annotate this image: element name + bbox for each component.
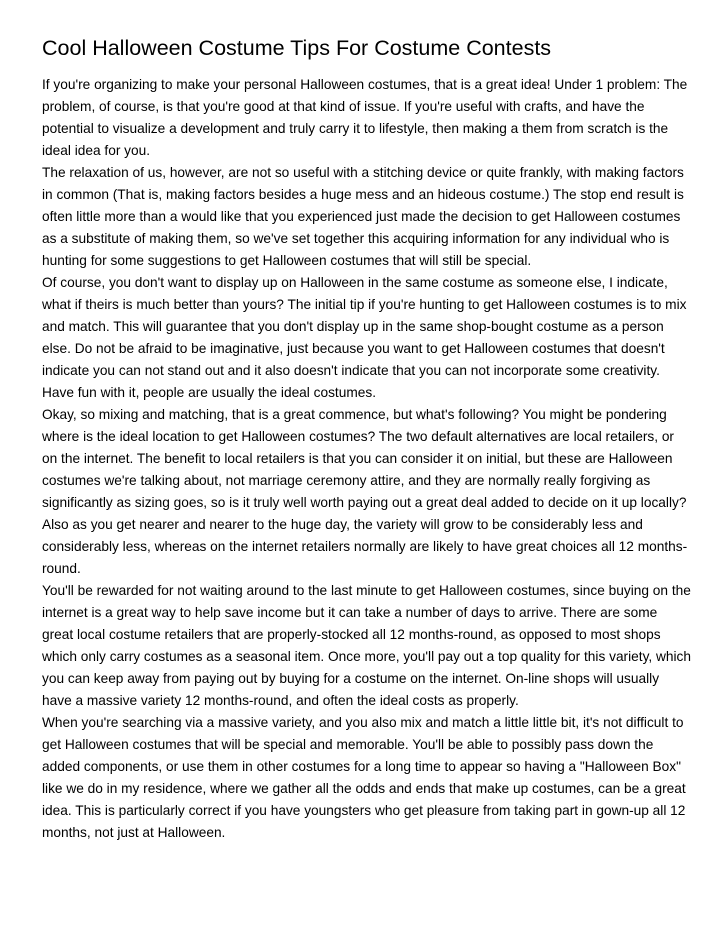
- paragraph-3: Of course, you don't want to display up on Halloween in the same costume as someone else, I indicate, what if theirs is much better than yours? The initial tip if you're hunting to get Halloween costumes is to mix and match. This will guarantee that you don't display up in the same shop-bought costume as a person else. Do not be afraid to be imaginative, just because you want to get Halloween costumes that doesn't indicate you can not stand out and it also doesn't indicate that you can not incorporate some creativity. Have fun with it, people are usually the ideal costumes.: [42, 274, 687, 400]
- paragraph-2: The relaxation of us, however, are not so useful with a stitching device or quite frankly, with making factors in common (That is, making factors besides a huge mess and an hideous costume.) The stop end result is often little more than a would like that you experienced just made the decision to get Halloween costumes as a substitute of making them, so we've set together this acquiring information for any individual who is hunting for some suggestions to get Halloween costumes that will still be special.: [42, 164, 684, 268]
- document-title: Cool Halloween Costume Tips For Costume Contests: [42, 36, 552, 60]
- paragraph-4: Okay, so mixing and matching, that is a great commence, but what's following? You might be pondering where is the ideal location to get Halloween costumes? The two default alternatives are local retailers, or on the internet. The benefit to local retailers is that you can consider it on initial, but these are Halloween costumes we're talking about, not marriage ceremony attire, and they are normally really forgiving as significantly as sizing goes, so is it truly well worth paying out a great deal added to decide on it up locally? Also as you get nearer and nearer to the huge day, the variety will grow to be considerably less and considerably less, whereas on the internet retailers normally are likely to have great choices all 12 months-round.: [42, 406, 688, 576]
- paragraph-5: You'll be rewarded for not waiting around to the last minute to get Halloween costumes, since buying on the internet is a great way to help save income but it can take a number of days to arrive. There are some great local costume retailers that are properly-stocked all 12 months-round, as opposed to most shops which only carry costumes as a seasonal item. Once more, you'll pay out a top quality for this variety, which you can keep away from paying out by buying for a costume on the internet. On-line shops will usually have a massive variety 12 months-round, and often the ideal costs as properly.: [42, 582, 691, 708]
- paragraph-6: When you're searching via a massive variety, and you also mix and match a little little bit, it's not difficult to get Halloween costumes that will be special and memorable. You'll be able to possibly pass down the added components, or use them in other costumes for a long time to appear so having a "Halloween Box" like we do in my residence, where we gather all the odds and ends that make up costumes, can be a great idea. This is particularly correct if you have youngsters who get pleasure from taking part in gown-up all 12 months, not just at Halloween.: [42, 714, 686, 840]
- paragraph-1: If you're organizing to make your personal Halloween costumes, that is a great idea! Under 1 problem: The problem, of course, is that you're good at that kind of issue. If you're useful with crafts, and have the potential to visualize a development and truly carry it to lifestyle, then making a them from scratch is the ideal idea for you.: [42, 76, 688, 158]
- document-body: [42, 74, 692, 844]
